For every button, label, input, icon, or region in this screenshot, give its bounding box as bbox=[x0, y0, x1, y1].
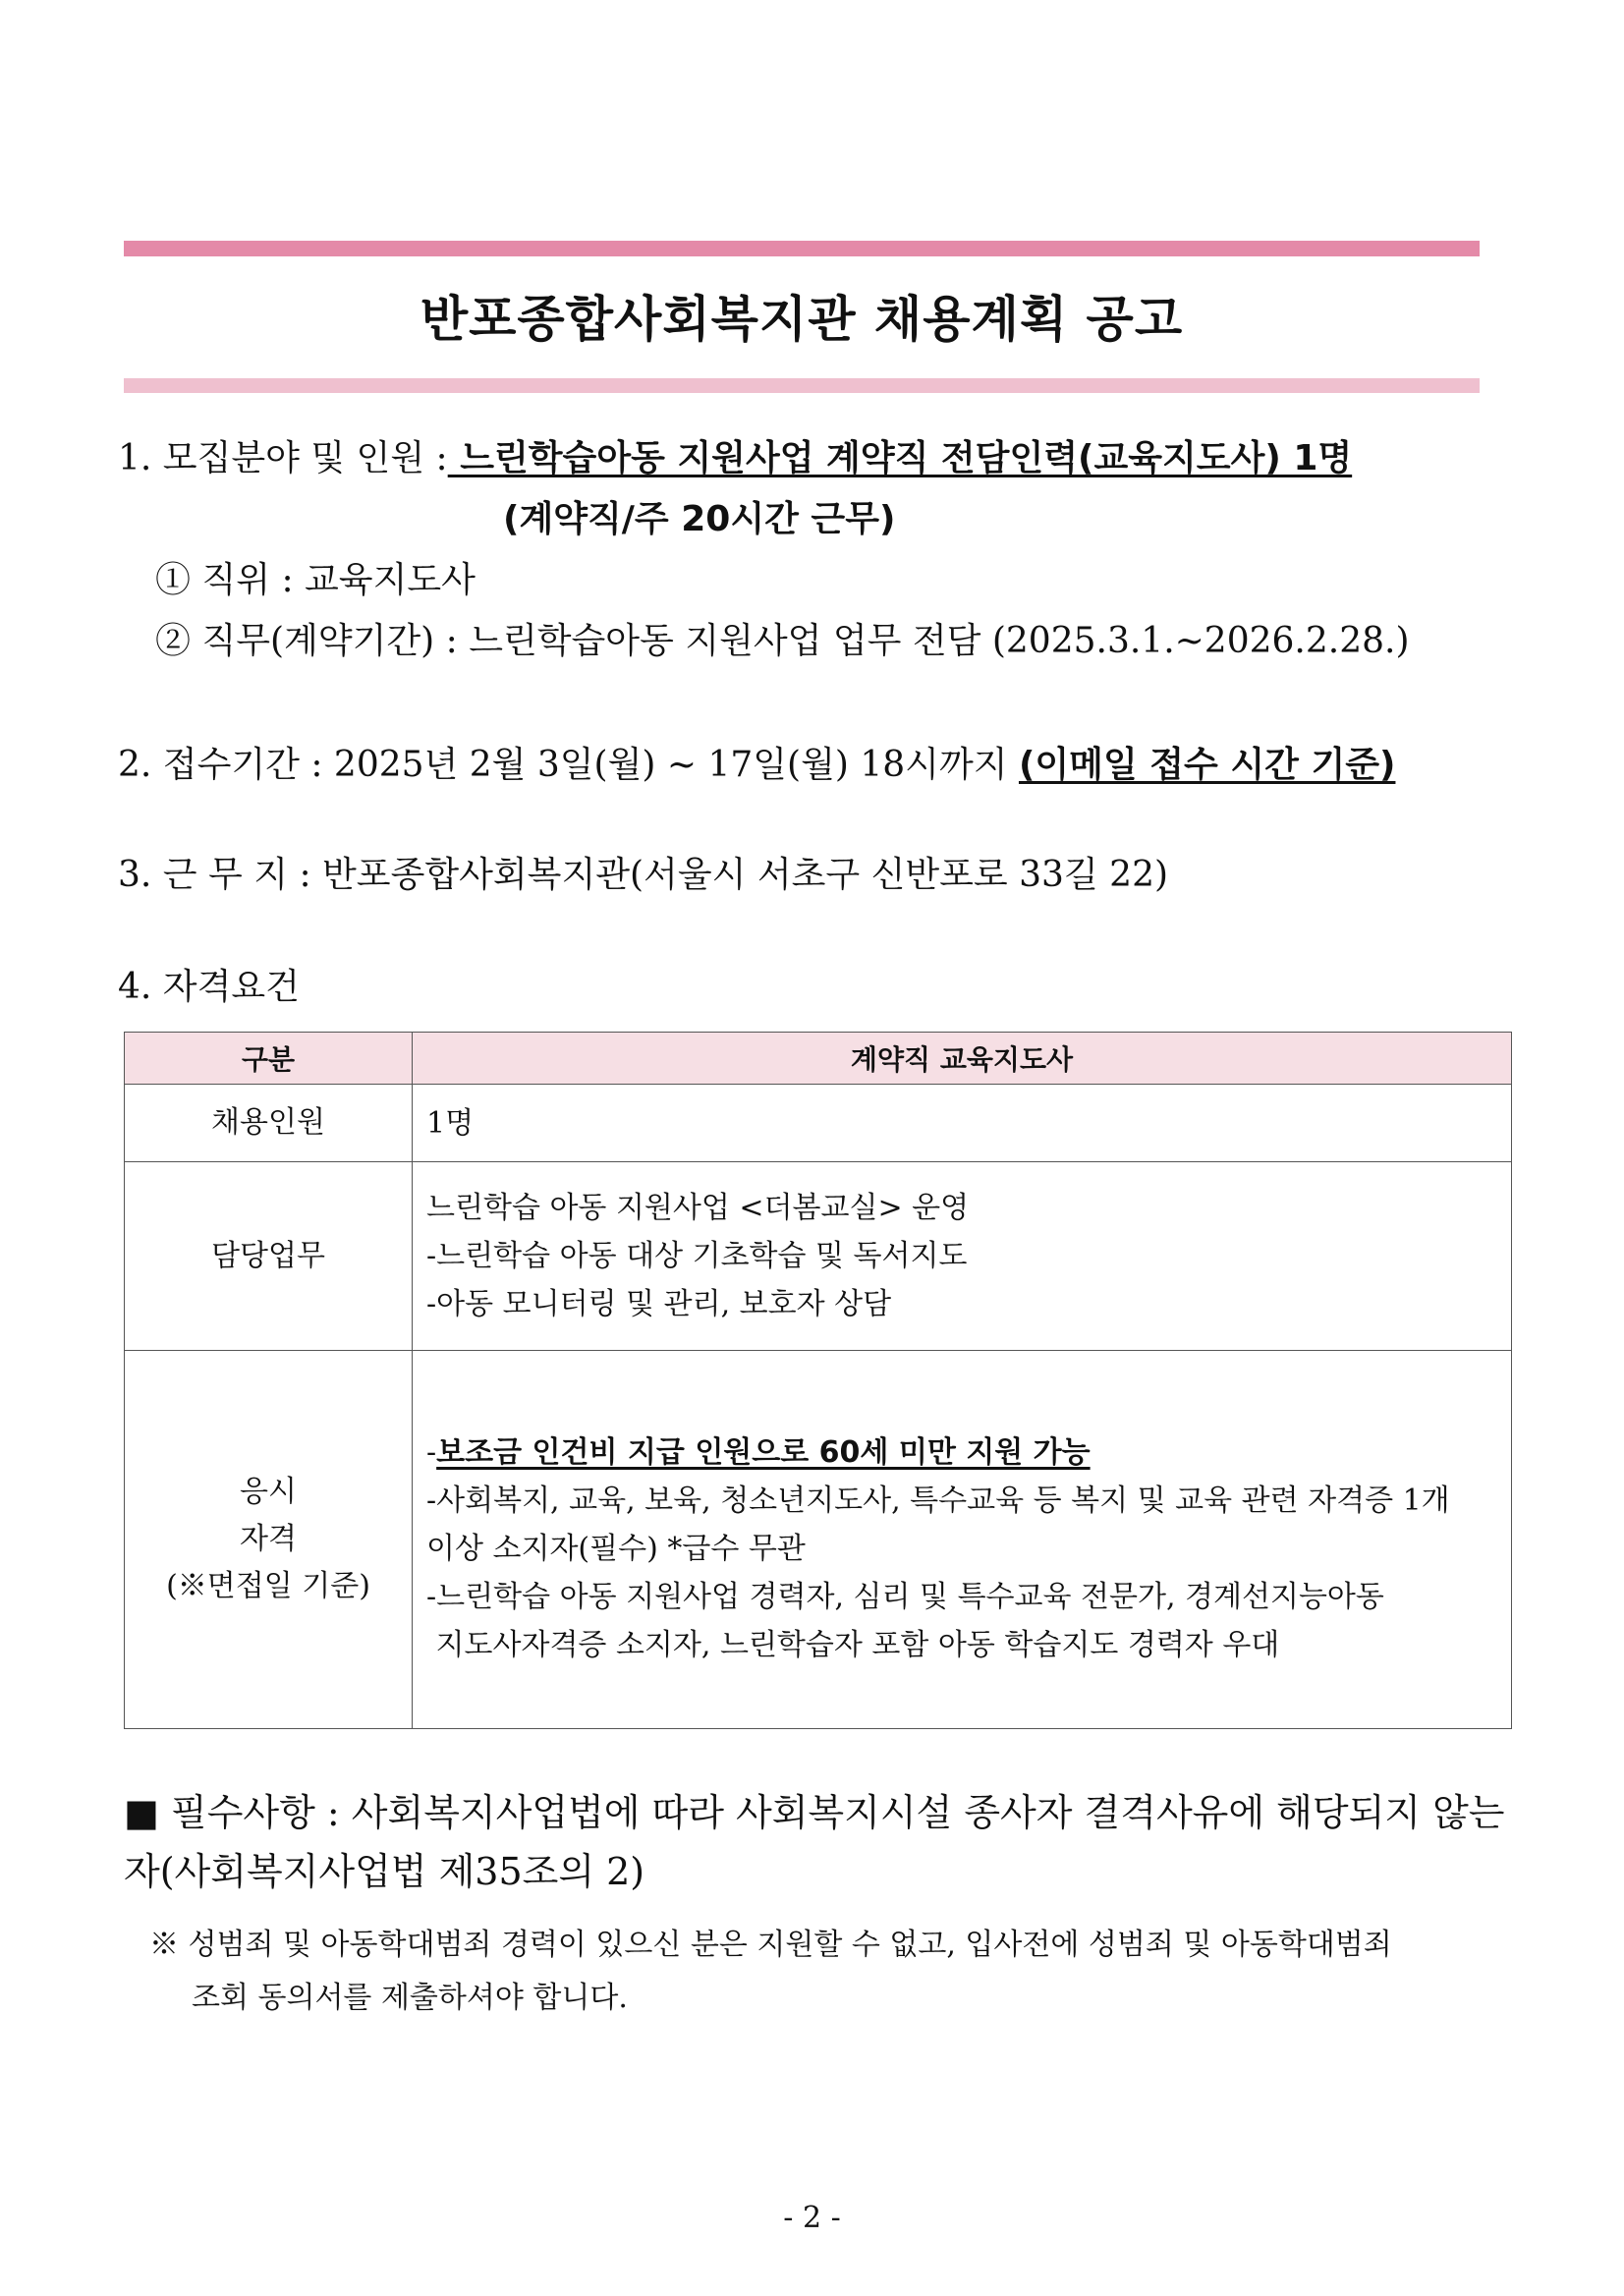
title-bottom-bar bbox=[124, 378, 1480, 393]
duties-line: -아동 모니터링 및 관리, 보호자 상담 bbox=[426, 1287, 892, 1321]
section-2-emphasis: (이메일 접수 시간 기준) bbox=[1018, 745, 1396, 785]
qualification-label-line: (※면접일 기준) bbox=[166, 1569, 370, 1603]
qualification-line: 이상 소지자(필수) *급수 무관 bbox=[426, 1531, 806, 1566]
table-row bbox=[125, 1085, 1512, 1162]
section-1-duty: ② 직무(계약기간) : 느린학습아동 지원사업 업무 전담 (2025.3.1.~2026.2.28.) bbox=[155, 621, 1410, 661]
qualification-line: -느린학습 아동 지원사업 경력자, 심리 및 특수교육 전문가, 경계선지능아동 bbox=[426, 1579, 1384, 1614]
qualification-table bbox=[124, 1032, 1512, 1729]
table-row bbox=[125, 1351, 1512, 1729]
qualification-line: 지도사자격증 소지자, 느린학습자 포함 아동 학습지도 경력자 우대 bbox=[426, 1627, 1280, 1662]
section-4-title: 4. 자격요건 bbox=[118, 967, 300, 1007]
qualification-age-limit: 보조금 인건비 지급 인원으로 60세 미만 지원 가능 bbox=[436, 1434, 1091, 1470]
qualification-line bbox=[426, 1428, 1497, 1477]
qualification-prefix: - bbox=[426, 1434, 437, 1470]
section-1-value: 느린학습아동 지원사업 계약직 전담인력(교육지도사) 1명 bbox=[447, 438, 1353, 478]
table-header-row bbox=[125, 1033, 1512, 1085]
section-2-label: 2. 접수기간 : 2025년 2월 3일(월) ~ 17일(월) 18시까지 bbox=[118, 745, 1019, 785]
duties-line: 느린학습 아동 지원사업 <더봄교실> 운영 bbox=[426, 1191, 970, 1225]
header-category: 구분 bbox=[125, 1033, 413, 1085]
qualification-label bbox=[125, 1351, 413, 1729]
page-number: - 2 - bbox=[783, 2201, 841, 2235]
table-row bbox=[125, 1162, 1512, 1351]
duties-label: 담당업무 bbox=[125, 1162, 413, 1351]
recruit-label: 채용인원 bbox=[125, 1085, 413, 1162]
qualification-label-line: 응시 bbox=[240, 1475, 297, 1509]
section-2-line bbox=[118, 737, 1395, 787]
section-1-value-cont: (계약직/주 20시간 근무) bbox=[503, 499, 896, 539]
requirement-text: ■ 필수사항 : 사회복지사업법에 따라 사회복지시설 종사자 결격사유에 해당되지 않는 자(사회복지사업법 제35조의 2) bbox=[124, 1791, 1505, 1893]
requirement-note-line: 조회 동의서를 제출하셔야 합니다. bbox=[192, 1981, 628, 2015]
header-position: 계약직 교육지도사 bbox=[413, 1033, 1512, 1085]
page-title: 반포종합사회복지관 채용계획 공고 bbox=[420, 291, 1184, 348]
section-1-line bbox=[118, 430, 1352, 480]
duties-content bbox=[413, 1162, 1512, 1351]
title-top-bar bbox=[124, 241, 1480, 256]
requirement-note-line: ※ 성범죄 및 아동학대범죄 경력이 있으신 분은 지원할 수 없고, 입사전에 성범죄 및 아동학대범죄 bbox=[149, 1928, 1392, 1962]
section-3-line: 3. 근 무 지 : 반포종합사회복지관(서울시 서초구 신반포로 33길 22) bbox=[118, 855, 1169, 895]
recruit-value: 1명 bbox=[413, 1085, 1512, 1162]
qualification-content bbox=[413, 1351, 1512, 1729]
section-1-position: ① 직위 : 교육지도사 bbox=[155, 560, 476, 600]
section-1-label: 1. 모집분야 및 인원 : bbox=[118, 438, 448, 478]
qualification-line: -사회복지, 교육, 보육, 청소년지도사, 특수교육 등 복지 및 교육 관련 자격증 1개 bbox=[426, 1483, 1450, 1518]
qualification-label-line: 자격 bbox=[240, 1522, 297, 1556]
duties-line: -느린학습 아동 대상 기초학습 및 독서지도 bbox=[426, 1239, 968, 1273]
